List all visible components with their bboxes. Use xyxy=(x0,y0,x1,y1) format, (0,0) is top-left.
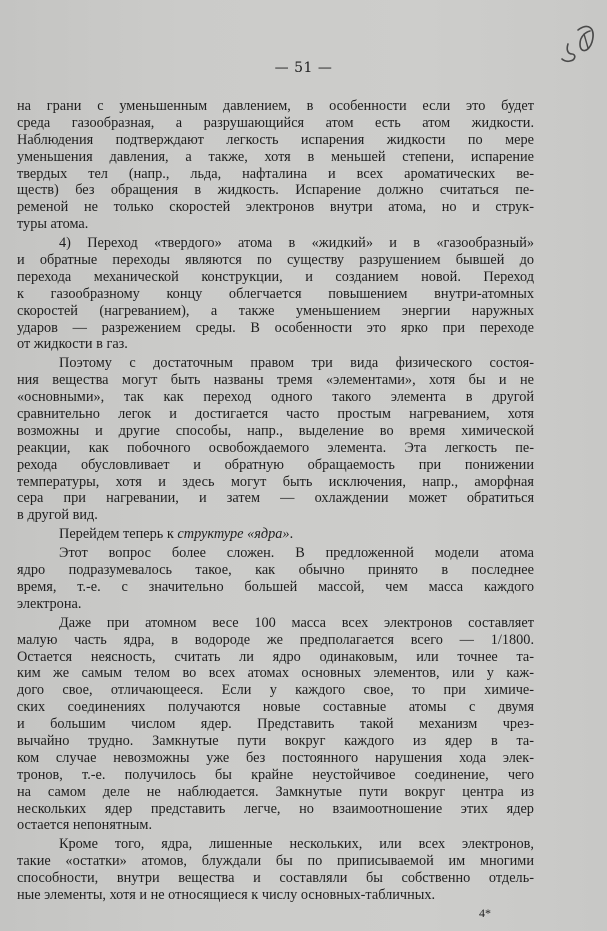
text-line: ком случае невозможны уже без постоянного нарушения хода элек- xyxy=(17,749,534,766)
text-line: такие «остатки» атомов, блуждали бы по приписываемой им многими xyxy=(17,853,534,870)
text-line: сравнительно легок и достигается часто простым нагреванием, хотя xyxy=(17,406,534,423)
body-text xyxy=(17,98,534,904)
text-line: возможны и другие способы, напр., выделение во время химической xyxy=(17,422,534,439)
text-line: уменьшения давления, а также, хотя в меньшей степени, испарение xyxy=(17,148,534,165)
text-line: ских соединениях получаются новые составные атомы с двумя xyxy=(17,699,534,716)
text-line: Кроме того, ядра, лишенные нескольких, или всех электронов, xyxy=(59,836,534,853)
text-line: нескольких ядер представить легче, но взаимоотношение этих ядер xyxy=(17,800,534,817)
text-line: 4) Переход «твердого» атома в «жидкий» и в «газообразный» xyxy=(59,235,534,252)
paragraph xyxy=(17,836,534,904)
emphasis-text: структуре «ядра» xyxy=(177,526,290,543)
text-line: вычайно трудно. Замкнутые пути вокруг каждого из ядер в та- xyxy=(17,732,534,749)
text-line: остается непонятным. xyxy=(17,817,153,834)
paragraph xyxy=(17,355,534,524)
text-line: температуры, хотя и здесь могут быть исключения, напр., аморфная xyxy=(17,473,534,490)
text-line: ким же самым телом во всех атомах основных элементов, или у каж- xyxy=(17,665,534,682)
text-line: малую часть ядра, в водороде же предполагается всего — 1/1800. xyxy=(17,631,534,648)
text-line: рехода обусловливает и обратную обращаемость при понижении xyxy=(17,456,534,473)
paragraph xyxy=(17,615,534,835)
text-line: электрона. xyxy=(17,595,82,612)
text-line: реакции, как побочного освобождаемого элемента. Эта легкость пе- xyxy=(17,439,534,456)
text-line: Наблюдения подтверждают легкость испарения жидкости по мере xyxy=(17,131,534,148)
text-line: ядро подразумевалось такое, как обычно принято в последнее xyxy=(17,562,534,579)
text-line: от жидкости в газ. xyxy=(17,336,128,353)
text-line: к газообразному концу облегчается повышением внутри-атомных xyxy=(17,285,534,302)
text-plain: Перейдем теперь к xyxy=(59,526,178,543)
paragraph xyxy=(17,545,534,613)
text-line: ния вещества могут быть названы тремя «элементами», хотя бы и не xyxy=(17,372,534,389)
text-plain: . xyxy=(289,526,294,543)
text-line: ременой не только скоростей электронов внутри атома, но и струк- xyxy=(17,199,534,216)
text-line: «основными», так как переход одного такого элемента в другой xyxy=(17,389,534,406)
text-line: дого свое, отличающееся. Если у каждого свое, то при химиче- xyxy=(17,682,534,699)
handwritten-page-mark xyxy=(558,14,602,64)
text-line: ударов — разрежением среды. В особенности это ярко при переходе xyxy=(17,319,534,336)
page-number: — 51 — xyxy=(274,60,333,76)
text-line: и обратные переходы являются по существу разрушением бывшей до xyxy=(17,252,534,269)
text-line: в другой вид. xyxy=(17,507,98,524)
text-line: туры атома. xyxy=(17,216,89,233)
text-line: сера при нагревании, и затем — охлаждении может обратиться xyxy=(17,490,534,507)
text-line: перехода механической конструкции, и созданием новой. Переход xyxy=(17,268,534,285)
text-line: ществ) без обращения в жидкость. Испарение должно считаться пе- xyxy=(17,182,534,199)
paragraph xyxy=(17,526,534,543)
text-line: Поэтому с достаточным правом три вида физического состоя- xyxy=(59,355,534,372)
text-line: на грани с уменьшенным давлением, в особенности если это будет xyxy=(17,98,534,114)
text-line: время, т.-е. с значительно большей массой, чем масса каждого xyxy=(17,578,534,595)
text-line: на самом деле не наблюдается. Замкнутые пути вокруг центра из xyxy=(17,783,534,800)
text-line xyxy=(17,526,534,543)
text-line: среда газообразная, а разрушающийся атом есть атом жидкости. xyxy=(17,114,534,131)
text-line: ные элементы, хотя и не относящиеся к числу основных-табличных. xyxy=(17,886,436,903)
text-line: способности, внутри вещества и составляли бы собственно отдель- xyxy=(17,870,534,887)
paragraph xyxy=(17,98,534,233)
handwritten-mark-icon xyxy=(558,14,602,64)
text-line: и большим числом ядер. Представить такой механизм чрез- xyxy=(17,716,534,733)
text-line: тронов, т.-е. получилось бы крайне неустойчивое соединение, чего xyxy=(17,766,534,783)
paragraph xyxy=(17,235,534,353)
signature-mark: 4* xyxy=(479,906,491,920)
text-line: Даже при атомном весе 100 масса всех электронов составляет xyxy=(59,614,534,631)
text-line: твердых тел (напр., льда, нафталина и всех ароматических ве- xyxy=(17,165,534,182)
text-line: Этот вопрос более сложен. В предложенной модели атома xyxy=(59,545,534,562)
text-line: скоростей (нагреванием), а также уменьшением энергии наружных xyxy=(17,302,534,319)
text-line: Остается неясность, считать ли ядро одинаковым, или точнее та- xyxy=(17,648,534,665)
